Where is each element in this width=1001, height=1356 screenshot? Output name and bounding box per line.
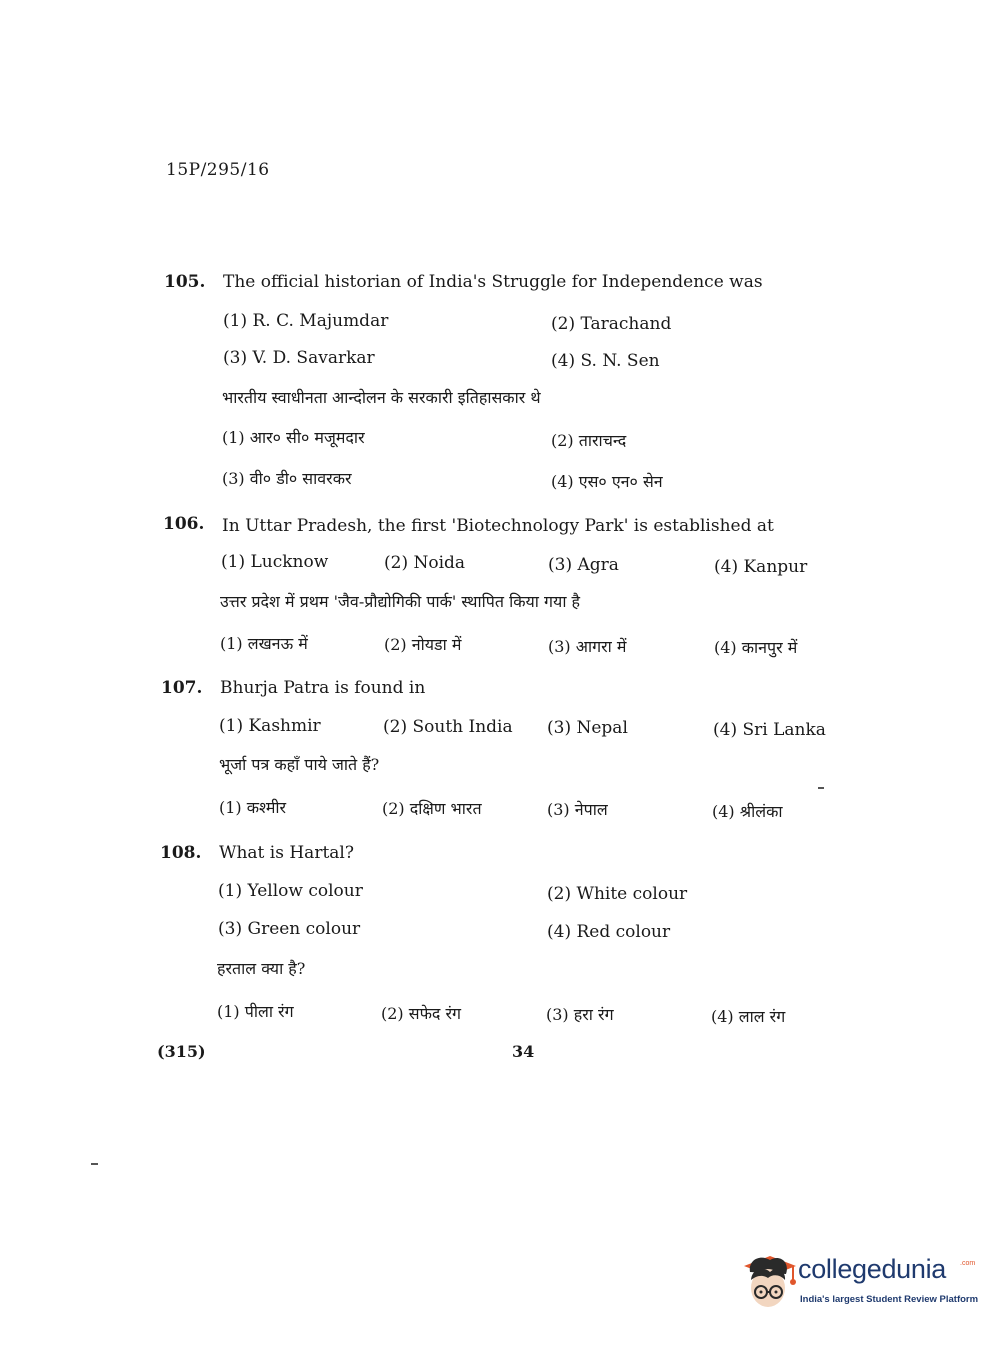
hindi-option-4: (4) लाल रंग	[711, 1007, 786, 1026]
question-text: In Uttar Pradesh, the first 'Biotechnology Park' is established at	[222, 516, 774, 536]
logo-tagline: India's largest Student Review Platform	[800, 1294, 979, 1305]
hindi-option-1: (1) पीला रंग	[217, 1002, 294, 1021]
question-text: The official historian of India's Struggle for Independence was	[223, 272, 763, 292]
option-4: (4) Red colour	[547, 922, 671, 942]
hindi-option-3: (3) नेपाल	[547, 800, 608, 819]
question-text-hindi: उत्तर प्रदेश में प्रथम 'जैव-प्रौद्योगिकी पार्क' स्थापित किया गया है	[220, 592, 581, 611]
hindi-option-1: (1) आर० सी० मजूमदार	[222, 428, 365, 447]
hindi-option-2: (2) दक्षिण भारत	[382, 799, 482, 818]
option-2: (2) Noida	[384, 553, 466, 573]
hindi-option-3: (3) वी० डी० सावरकर	[222, 469, 352, 488]
option-1: (1) Yellow colour	[218, 881, 363, 901]
hindi-option-4: (4) कानपुर में	[714, 638, 798, 657]
paper-code: 15P/295/16	[166, 160, 270, 180]
hindi-option-2: (2) सफेद रंग	[381, 1004, 462, 1023]
option-4: (4) Sri Lanka	[713, 720, 826, 740]
hindi-option-2: (2) ताराचन्द	[551, 431, 627, 450]
question-text: What is Hartal?	[219, 843, 354, 863]
option-4: (4) Kanpur	[714, 557, 808, 577]
question-text-hindi: भूर्जा पत्र कहाँ पाये जाते हैं?	[219, 755, 380, 774]
option-3: (3) Agra	[548, 555, 619, 575]
hindi-option-1: (1) लखनऊ में	[220, 634, 308, 653]
option-3: (3) Nepal	[547, 718, 628, 738]
question-number: 108.	[160, 843, 202, 863]
option-4: (4) S. N. Sen	[551, 351, 660, 371]
footer-code: (315)	[157, 1042, 206, 1061]
question-text: Bhurja Patra is found in	[220, 678, 426, 698]
page-number: 34	[512, 1042, 535, 1061]
option-2: (2) Tarachand	[551, 314, 672, 334]
scan-speck	[91, 1163, 98, 1165]
hindi-option-2: (2) नोयडा में	[384, 635, 462, 654]
hindi-option-1: (1) कश्मीर	[219, 798, 287, 817]
logo-suffix: .com	[960, 1260, 976, 1267]
option-2: (2) South India	[383, 717, 513, 737]
collegedunia-logo	[740, 1250, 979, 1314]
question-number: 106.	[163, 514, 205, 534]
hindi-option-3: (3) आगरा में	[548, 637, 627, 656]
hindi-option-4: (4) एस० एन० सेन	[551, 472, 663, 491]
logo-wordmark: collegedunia	[798, 1254, 947, 1284]
question-number: 105.	[164, 272, 206, 292]
hindi-option-3: (3) हरा रंग	[546, 1005, 614, 1024]
option-3: (3) V. D. Savarkar	[223, 348, 375, 368]
question-text-hindi: भारतीय स्वाधीनता आन्दोलन के सरकारी इतिहासकार थे	[222, 388, 541, 407]
option-1: (1) R. C. Majumdar	[223, 311, 389, 331]
scan-speck	[818, 787, 824, 789]
mascot-icon	[740, 1250, 798, 1314]
option-3: (3) Green colour	[218, 919, 361, 939]
option-2: (2) White colour	[547, 884, 688, 904]
hindi-option-4: (4) श्रीलंका	[712, 802, 783, 821]
question-text-hindi: हरताल क्या है?	[217, 959, 306, 978]
option-1: (1) Kashmir	[219, 716, 321, 736]
option-1: (1) Lucknow	[221, 552, 329, 572]
question-number: 107.	[161, 678, 203, 698]
